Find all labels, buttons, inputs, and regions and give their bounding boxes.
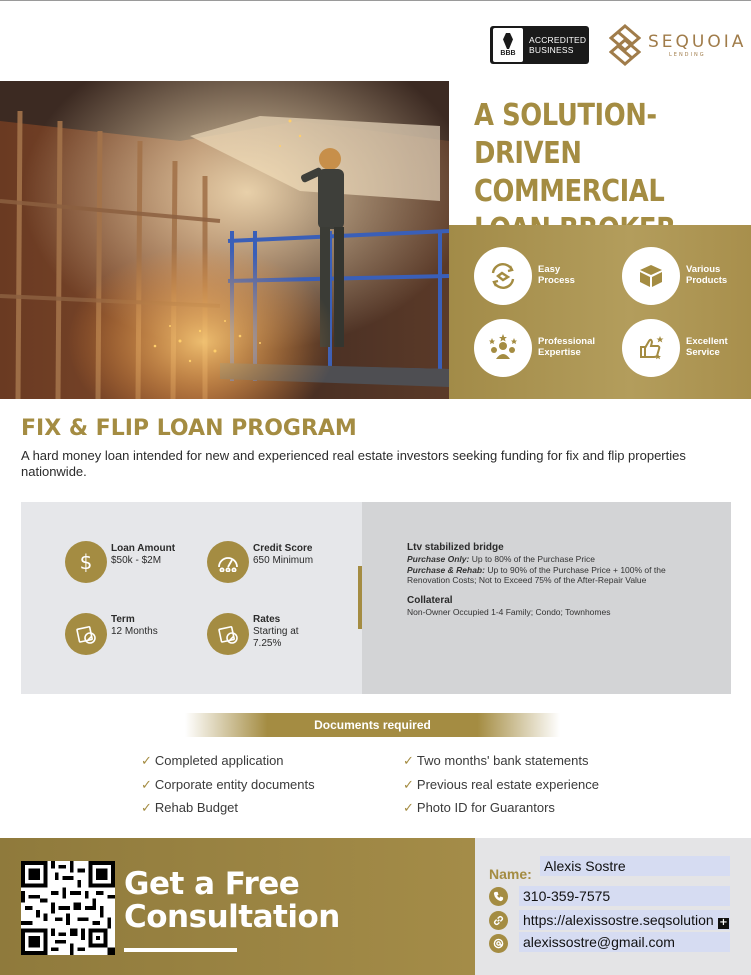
- name-field[interactable]: Alexis Sostre: [540, 856, 730, 876]
- terms-panel-left: [21, 502, 362, 694]
- doc-item: ✓ Two months' bank statements: [403, 753, 589, 768]
- bbb-badge-text: ACCREDITED BUSINESS: [529, 35, 587, 55]
- bbb-accredited-badge[interactable]: [490, 26, 589, 64]
- ltv-line-rehab: [407, 565, 707, 586]
- welder-photo: [0, 81, 449, 399]
- cta-underline: [124, 948, 237, 952]
- doc-item: ✓ Photo ID for Guarantors: [403, 800, 555, 815]
- doc-item: ✓ Rehab Budget: [141, 800, 239, 815]
- cta-line-1: Get a Free: [124, 866, 300, 902]
- bbb-seal-icon: [493, 28, 523, 62]
- feature-label-various-products: Various Products: [686, 264, 728, 286]
- feature-label-easy-process: Easy Process: [538, 264, 575, 286]
- collateral-text: Non-Owner Occupied 1-4 Family; Condo; Townhomes: [407, 607, 611, 617]
- link-icon: [489, 911, 508, 930]
- ltv-line-purchase: [407, 554, 707, 565]
- name-label: Name:: [489, 866, 532, 882]
- ltv-line-purchase-label: Purchase Only:: [407, 554, 470, 564]
- collateral-title: Collateral: [407, 595, 453, 606]
- email-field[interactable]: alexissostre@gmail.com: [519, 932, 730, 952]
- doc-item: ✓ Corporate entity documents: [141, 777, 315, 792]
- doc-item-label: Corporate entity documents: [154, 777, 315, 792]
- term-rates-value: Starting at 7.25%: [253, 626, 299, 649]
- doc-item-label: Rehab Budget: [154, 800, 239, 815]
- term-credit-score: [253, 543, 333, 567]
- term-rates: [253, 614, 323, 650]
- term-credit-score-value: 650 Minimum: [253, 555, 314, 566]
- program-title: FIX & FLIP LOAN PROGRAM: [21, 416, 357, 441]
- term-credit-score-title: Credit Score: [253, 543, 313, 554]
- top-border: [0, 0, 751, 1]
- ltv-line-rehab-text: Up to 90% of the Purchase Price + 100% of the Renovation Costs; Not to Exceed 75% of the After-Repair Value: [407, 564, 666, 585]
- ltv-line-rehab-label: Purchase & Rehab:: [407, 564, 485, 575]
- handshake-cycle-icon: [474, 247, 532, 305]
- gauge-icon: [207, 541, 249, 583]
- brand-name: SEQUOIA: [648, 32, 747, 52]
- term-loan-amount-title: Loan Amount: [111, 543, 176, 554]
- sequoia-logo-icon: [609, 24, 641, 66]
- cta-heading: [124, 868, 340, 934]
- doc-item: ✓ Completed application: [141, 753, 284, 768]
- bbb-seal-text: BBB: [500, 50, 516, 57]
- website-field[interactable]: https://alexissostre.seqsolution: [519, 910, 730, 930]
- stacked-boxes-icon: [622, 247, 680, 305]
- phone-icon: [489, 887, 508, 906]
- team-stars-icon: [474, 319, 532, 377]
- term-rates-title: Rates: [253, 614, 281, 625]
- feature-label-excellent-service: Excellent Service: [686, 336, 728, 358]
- thumbs-up-stars-icon: [622, 319, 680, 377]
- email-icon: [489, 934, 508, 953]
- hero-headline: A SOLUTION-DRIVEN COMMERCIAL: [474, 98, 665, 209]
- feature-label-professional-expertise: Professional Expertise: [538, 336, 596, 358]
- term-term-title: Term: [111, 614, 135, 625]
- doc-item: ✓ Previous real estate experience: [403, 777, 600, 792]
- ltv-title: Ltv stabilized bridge: [407, 542, 504, 553]
- brand-sub: LENDING: [669, 52, 706, 58]
- calendar-percent-icon: [207, 613, 249, 655]
- term-loan-amount: [111, 543, 191, 567]
- doc-item-label: Previous real estate experience: [416, 777, 600, 792]
- term-term-value: 12 Months: [111, 626, 158, 637]
- documents-title: Documents required: [185, 713, 560, 737]
- qr-code[interactable]: [21, 861, 115, 955]
- doc-item-label: Completed application: [154, 753, 284, 768]
- phone-field[interactable]: 310-359-7575: [519, 886, 730, 906]
- program-description: A hard money loan intended for new and experienced real estate investors seeking funding for fix and flip properties nationwide.: [21, 448, 686, 479]
- collateral-block: [407, 595, 707, 618]
- term-term: [111, 614, 191, 638]
- dollar-icon: $: [65, 541, 107, 583]
- ltv-line-purchase-text: Up to 80% of the Purchase Price: [469, 554, 596, 564]
- calendar-percent-icon: [65, 613, 107, 655]
- doc-item-label: Two months' bank statements: [416, 753, 589, 768]
- welder-on-scaffold-photo: [0, 81, 449, 399]
- terms-divider: [358, 566, 362, 629]
- doc-item-label: Photo ID for Guarantors: [416, 800, 555, 815]
- cta-line-2: Consultation: [124, 899, 340, 935]
- plus-icon[interactable]: +: [719, 917, 728, 928]
- term-loan-amount-value: $50k - $2M: [111, 555, 162, 566]
- ltv-block: [407, 542, 707, 586]
